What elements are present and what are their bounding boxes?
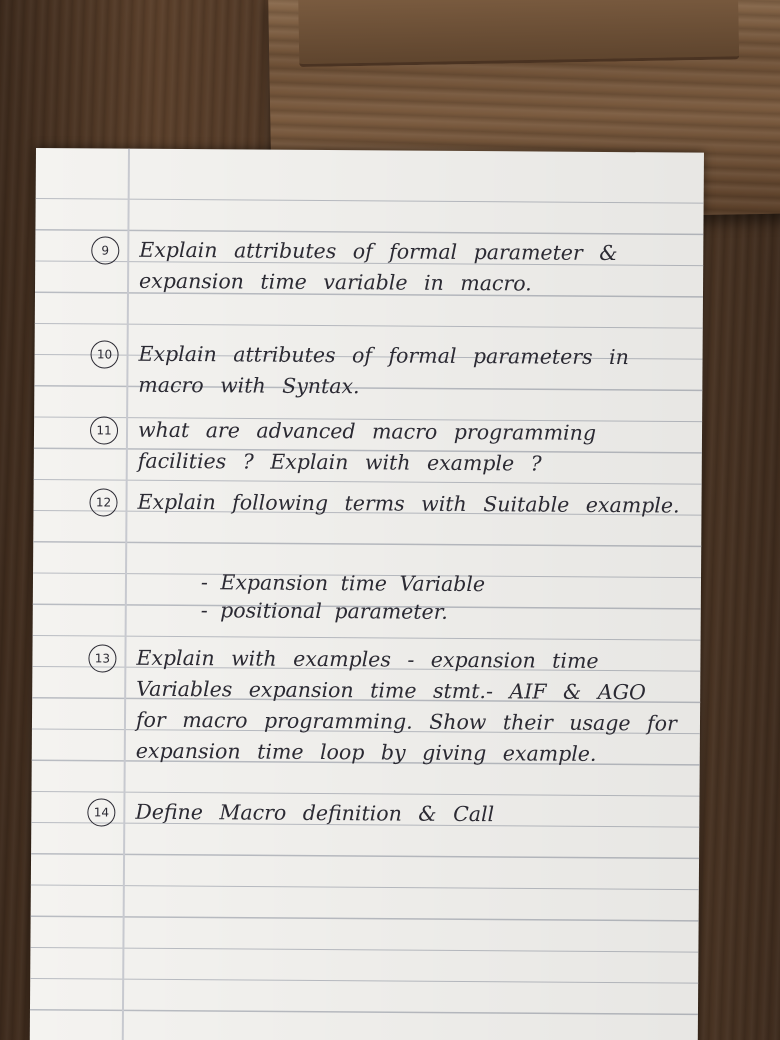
question-9-text: Explain attributes of formal parameter & expansion time variable in macro. bbox=[138, 237, 618, 296]
term-positional-parameter: - positional parameter. bbox=[200, 598, 448, 624]
question-14-text: Define Macro definition & Call bbox=[135, 799, 495, 827]
question-number-13: 13 bbox=[88, 644, 116, 672]
question-9 bbox=[93, 234, 683, 300]
question-number-12: 12 bbox=[89, 488, 117, 516]
question-number-10: 10 bbox=[90, 340, 118, 368]
question-13 bbox=[90, 642, 681, 770]
wooden-block-edge bbox=[298, 0, 739, 67]
ruled-paper-sheet bbox=[30, 148, 704, 1040]
question-10-text: Explain attributes of formal parameters in macro with Syntax. bbox=[138, 341, 629, 399]
question-12-text: Explain following terms with Suitable example. bbox=[137, 489, 680, 518]
question-12 bbox=[91, 486, 681, 521]
question-11-text: what are advanced macro programming facilities ? Explain with example ? bbox=[137, 417, 597, 476]
question-14 bbox=[89, 796, 679, 831]
question-13-text: Explain with examples - expansion time Variables expansion time stmt.- AIF & AGO for macro programming. Show their usage for expansion time loop by giving example. bbox=[135, 645, 677, 766]
question-10 bbox=[92, 338, 682, 404]
term-expansion-time-variable: - Expansion time Variable bbox=[200, 570, 486, 597]
question-11 bbox=[92, 414, 682, 480]
question-number-9: 9 bbox=[91, 236, 119, 264]
question-number-11: 11 bbox=[90, 416, 118, 444]
question-number-14: 14 bbox=[87, 798, 115, 826]
